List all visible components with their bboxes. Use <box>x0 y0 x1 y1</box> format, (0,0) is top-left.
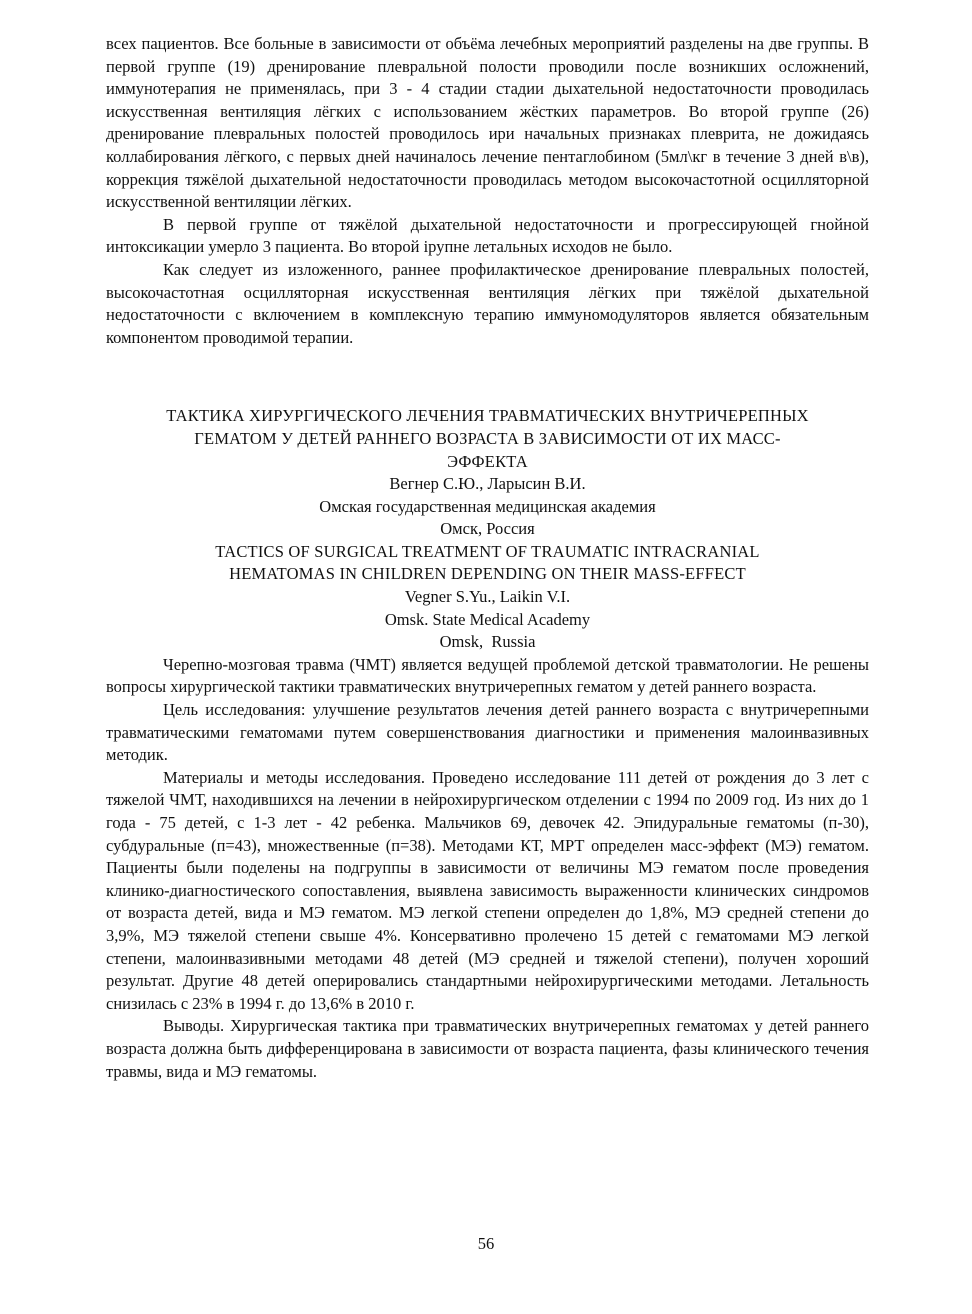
page-number: 56 <box>477 1234 495 1253</box>
authors-ru: Вегнер С.Ю., Ларысин В.И. <box>389 474 586 494</box>
intro-paragraph-1: всех пациентов. Все больные в зависимости от объёма лечебных мероприятий разделены на две группы. В первой группе (19) дренирование плевральной полости проводили после возникших осложнений, иммунотерапия не применялась, при 3 - 4 стадии стадии дыхательной недостаточности проводилась искусственная вентиляция лёгких с использованием жёстких параметров. Во второй группе (26) дренирование плевральных полостей проводилось ири начальных признаках плеврита, не дожидаясь коллабирования лёгкого, с первых дней начиналось лечение пентаглобином (5мл\кг в течение 3 дней в\в), коррекция тяжёлой дыхательной недостаточности проводилась методом высокочастотной осцилляторной искусственной вентиляции лёгких. <box>106 34 869 212</box>
article-title-en <box>106 541 869 586</box>
intro-paragraph-2: В первой группе от тяжёлой дыхательной недостаточности и прогрессирующей гнойной интоксикации умерло 3 пациента. Во второй iрупне летальных исходов не было. <box>106 214 869 257</box>
previous-article-ending <box>106 33 869 349</box>
title-ru-line-1: ТАКТИКА ХИРУРГИЧЕСКОГО ЛЕЧЕНИЯ ТРАВМАТИЧЕСКИХ ВНУТРИЧЕРЕПНЫХ <box>166 406 809 426</box>
article-paragraph-methods: Материалы и методы исследования. Проведено исследование 111 детей от рождения до 3 лет с тяжелой ЧМТ, находившихся на лечении в нейрохирургическом отделении с 1994 по 2009 год. Из них до 1 года - 75 детей, с 1-3 лет - 42 ребенка. Мальчиков 69, девочек 42. Эпидуральные гематомы (п-30), субдуральные (п=43), множественные (п=38). Методами КТ, МРТ определен масс-эффект (МЭ) гематом. Пациенты были поделены на подгруппы в зависимости от величины МЭ гематом после проведения клинико-диагностического сопоставления, выявлена зависимость выраженности клинических синдромов от возраста детей, вида и МЭ гематом. МЭ легкой степени определен до 1,8%, МЭ средней степени до 3,9%, МЭ тяжелой степени свыше 4%. Консервативно пролечено 15 детей с гематомами МЭ легкой степени, малоинвазивными методами 48 детей (МЭ средней и тяжелой степени), получен хороший результат. Другие 48 детей оперировались стандартными нейрохирургическими методами. Летальность снизилась с 23% в 1994 г. до 13,6% в 2010 г. <box>106 767 869 1013</box>
title-en-line-2: HEMATOMAS IN CHILDREN DEPENDING ON THEIR MASS-EFFECT <box>229 564 746 584</box>
section-spacer <box>106 349 869 405</box>
article-paragraph-aim: Цель исследования: улучшение результатов лечения детей раннего возраста с внутричерепными травматическими гематомами путем совершенствования диагностики и применения малоинвазивных методик. <box>106 700 869 765</box>
document-page <box>106 33 869 1083</box>
article-paragraph-conclusions: Выводы. Хирургическая тактика при травматических внутричерепных гематомах у детей раннего возраста должна быть дифференцирована в зависимости от возраста пациента, фазы клинического течения травмы, вида и МЭ гематомы. <box>106 1016 869 1081</box>
article-title-ru <box>106 405 869 473</box>
location-en: Omsk, Russia <box>439 632 536 652</box>
article-paragraph-intro: Черепно-мозговая травма (ЧМТ) является ведущей проблемой детской травматологии. Не решены вопросы хирургической тактики травматических внутричерепных гематом у детей раннего возраста. <box>106 654 869 697</box>
affiliation-en: Omsk. State Medical Academy <box>384 609 591 629</box>
location-ru: Омск, Россия <box>440 519 535 539</box>
title-ru-line-2: ГЕМАТОМ У ДЕТЕЙ РАННЕГО ВОЗРАСТА В ЗАВИСИМОСТИ ОТ ИХ МАСС- <box>194 428 781 448</box>
title-ru-line-3: ЭФФЕКТА <box>447 451 528 471</box>
title-en-line-1: TACTICS OF SURGICAL TREATMENT OF TRAUMATIC INTRACRANIAL <box>215 541 760 561</box>
affiliation-ru: Омская государственная медицинская академия <box>319 496 656 516</box>
intro-paragraph-3: Как следует из изложенного, раннее профилактическое дренирование плевральных полостей, высокочастотная осцилляторная искусственная вентиляция лёгких при тяжёлой дыхательной недостаточности с включением в комплексную терапию иммуномодуляторов является обязательным компонентом проводимой терапии. <box>106 259 869 347</box>
authors-en: Vegner S.Yu., Laikin V.I. <box>404 587 571 607</box>
article <box>106 405 869 1083</box>
